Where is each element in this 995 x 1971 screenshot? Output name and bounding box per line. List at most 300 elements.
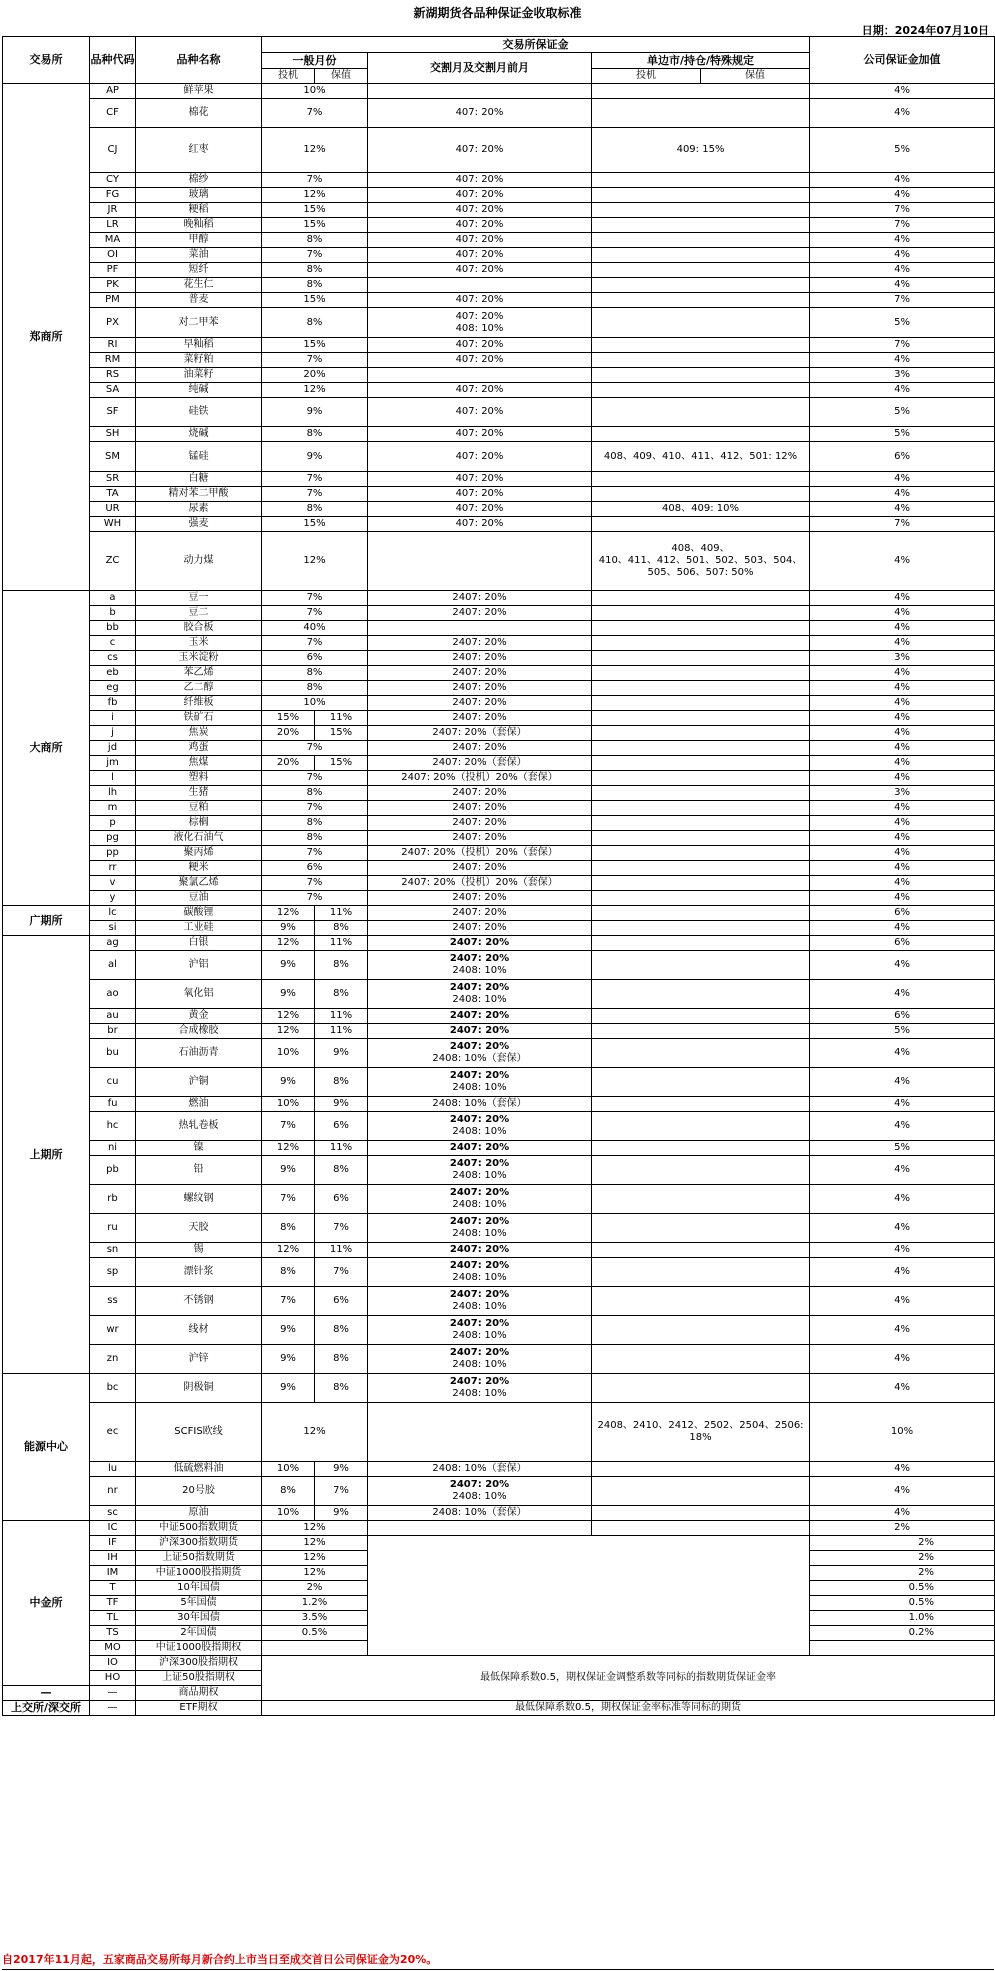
cell-name: 纯碱 [136,383,262,398]
cell-company: 4% [810,188,995,203]
cell-code: ss [90,1287,136,1316]
cell-delivery [368,951,592,980]
cell-name: 纤维板 [136,696,262,711]
cell-name: 乙二醇 [136,681,262,696]
cell-company: 4% [810,1345,995,1374]
cell-general: 12% [262,188,368,203]
delivery-line: 2407: 20%（套保） [432,727,527,738]
cell-code: lu [90,1462,136,1477]
cell-name: 热轧卷板 [136,1112,262,1141]
cell-company: 5% [810,128,995,173]
delivery-line: 407: 20% [455,264,504,275]
cell-unilateral [592,816,810,831]
delivery-line: 2407: 20% [452,652,507,663]
cell-general: 15% [262,338,368,353]
cell-spec: 9% [262,1316,315,1345]
delivery-line: 2407: 20% [452,742,507,753]
cell-name: 上证50指数期货 [136,1551,262,1566]
cell-general: 7% [262,876,368,891]
table-row [3,173,995,188]
cell-general: 12% [262,532,368,591]
exchange-zce: 郑商所 [3,84,90,591]
cell-unilateral [592,786,810,801]
cell-delivery [368,398,592,427]
delivery-line: 407: 20% [455,406,504,417]
cell-unilateral [592,1345,810,1374]
cell-hedge: 9% [315,1506,368,1521]
cell-code: au [90,1009,136,1024]
cell-general: 8% [262,681,368,696]
cell-delivery [368,427,592,442]
table-row [3,99,995,128]
cell-spec: 15% [262,711,315,726]
cell-company: 7% [810,338,995,353]
cell-code: RS [90,368,136,383]
cell-unilateral [592,1316,810,1345]
cell-general: 20% [262,368,368,383]
cell-name: 粳米 [136,861,262,876]
cell-hedge: 8% [315,1156,368,1185]
cell-unilateral [592,681,810,696]
cell-code: sp [90,1258,136,1287]
cell-code: zn [90,1345,136,1374]
table-row [3,1068,995,1097]
delivery-line: 2408: 10% [452,1228,507,1239]
cell-company: 2% [810,1536,995,1551]
cell-name: 菜油 [136,248,262,263]
cell-delivery [368,1506,592,1521]
header-name: 品种名称 [136,37,262,84]
cell-spec: 9% [262,1374,315,1403]
cell-hedge: 9% [315,1097,368,1112]
unilateral-line: 18% [689,1432,712,1443]
exchange-cffex: 中金所 [3,1521,90,1686]
table-row [3,248,995,263]
cell-code: OI [90,248,136,263]
cell-name: 石油沥青 [136,1039,262,1068]
cell-delivery [368,1156,592,1185]
cell-company: 0.5% [810,1596,995,1611]
table-row [3,1506,995,1521]
delivery-line: 407: 20% [455,294,504,305]
cell-delivery [368,1462,592,1477]
cell-delivery [368,1112,592,1141]
cell-delivery [368,263,592,278]
cell-name: 螺纹钢 [136,1185,262,1214]
cell-hedge: 8% [315,1068,368,1097]
cell-company: 4% [810,921,995,936]
cell-name: 油菜籽 [136,368,262,383]
document-title: 新湖期货各品种保证金收取标准 [413,6,582,20]
cell-code: bb [90,621,136,636]
cell-code: IO [90,1656,136,1671]
cell-name: 棕榈 [136,816,262,831]
cell-code: PF [90,263,136,278]
table-row [3,711,995,726]
cell-code: MA [90,233,136,248]
cell-hedge: 7% [315,1214,368,1243]
cell-hedge: 8% [315,980,368,1009]
table-row [3,861,995,876]
cell-name: 对二甲苯 [136,308,262,338]
cell-company: 4% [810,951,995,980]
table-row [3,472,995,487]
table-row [3,1156,995,1185]
cell-unilateral [592,1039,810,1068]
cell-unilateral [592,1477,810,1506]
cell-delivery [368,338,592,353]
table-row [3,696,995,711]
cell-name: 强麦 [136,517,262,532]
cell-company: 4% [810,1374,995,1403]
cell-code: SF [90,398,136,427]
cell-company: 4% [810,711,995,726]
delivery-line: 407: 20% [455,450,504,462]
delivery-line: 407: 20% [455,219,504,230]
cell-company: 4% [810,1214,995,1243]
cell-name: 沪深300股指期权 [136,1656,262,1671]
cell-general: 7% [262,353,368,368]
table-row [3,831,995,846]
cell-name: 中证500指数期货 [136,1521,262,1536]
table-row [3,278,995,293]
cell-code: LR [90,218,136,233]
table-row [3,951,995,980]
cell-company: 3% [810,368,995,383]
cell-delivery [368,368,592,383]
delivery-line: 2408: 10% [452,965,507,976]
cell-delivery [368,1258,592,1287]
cell-code: RM [90,353,136,368]
cell-code: eb [90,666,136,681]
table-row [3,1009,995,1024]
cell-company: 1.0% [810,1611,995,1626]
cell-delivery [368,636,592,651]
table-row [3,532,995,591]
cell-hedge: 11% [315,1141,368,1156]
delivery-line: 407: 20% [455,428,504,439]
cell-delivery [368,203,592,218]
table-row [3,1316,995,1345]
delivery-line: 2407: 20% [452,637,507,648]
cell-spec: 12% [262,1141,315,1156]
table-row [3,1403,995,1462]
cell-code: CF [90,99,136,128]
table-row [3,353,995,368]
table-row [3,906,995,921]
cell-name: 锡 [136,1243,262,1258]
cell-general: 8% [262,816,368,831]
cell-name: 镍 [136,1141,262,1156]
unilateral-line: 409: 15% [676,144,725,155]
cell-hedge: 7% [315,1258,368,1287]
table-row [3,1656,995,1671]
cell-code: ru [90,1214,136,1243]
cell-code: HO [90,1671,136,1686]
cell-code: wr [90,1316,136,1345]
cell-name: 阴极铜 [136,1374,262,1403]
exchange-ine: 能源中心 [3,1374,90,1521]
cell-general: 7% [262,891,368,906]
table-row [3,188,995,203]
cell-company: 4% [810,84,995,99]
unilateral-line: 2408、2410、2412、2502、2504、2506: [597,1420,804,1431]
cell-unilateral [592,951,810,980]
table-row [3,1701,995,1716]
table-row [3,801,995,816]
cell-company: 4% [810,861,995,876]
cell-code: CJ [90,128,136,173]
cell-hedge: 9% [315,1462,368,1477]
cell-delivery [368,936,592,951]
cell-unilateral [592,1009,810,1024]
cell-unilateral [592,1287,810,1316]
header-delivery: 交割月及交割月前月 [368,53,592,84]
header-hedge: 保值 [315,69,368,84]
table-row [3,1345,995,1374]
cell-company: 6% [810,906,995,921]
cell-name: 沪锌 [136,1345,262,1374]
cell-name: 天胶 [136,1214,262,1243]
cell-company: 4% [810,741,995,756]
cell-code: l [90,771,136,786]
cell-unilateral [592,756,810,771]
cell-name: 菜籽粕 [136,353,262,368]
cell-code: fu [90,1097,136,1112]
delivery-line: 2407: 20% [449,1216,510,1227]
table-row [3,756,995,771]
cell-spec: 7% [262,1112,315,1141]
delivery-line: 407: 20% [455,249,504,260]
cell-hedge: 11% [315,1024,368,1039]
cell-delivery [368,1214,592,1243]
delivery-line: 2407: 20%（套保） [432,757,527,768]
table-row [3,487,995,502]
cell-name: 早籼稻 [136,338,262,353]
delivery-line: 2408: 10% [452,1126,507,1137]
cell-code: pp [90,846,136,861]
table-row [3,591,995,606]
cell-general: 7% [262,636,368,651]
cell-spec: 9% [262,921,315,936]
delivery-line: 2408: 10% [452,1170,507,1181]
cell-company: 4% [810,1185,995,1214]
cell-general: 7% [262,741,368,756]
cell-unilateral [592,203,810,218]
cell-name: 液化石油气 [136,831,262,846]
table-row [3,1536,995,1551]
table-body [3,84,995,1716]
cell-company [810,1641,995,1656]
cell-company: 4% [810,263,995,278]
cell-delivery [368,383,592,398]
delivery-line: 2408: 10% [452,1330,507,1341]
table-row [3,621,995,636]
cell-code: rb [90,1185,136,1214]
delivery-line: 2407: 20% [452,592,507,603]
cell-name: 甲醇 [136,233,262,248]
cell-name: 硅铁 [136,398,262,427]
cell-name: 鲜苹果 [136,84,262,99]
delivery-line: 2407: 20% [452,862,507,873]
cell-delivery [368,173,592,188]
cell-company: 0.2% [810,1626,995,1641]
cell-code: IC [90,1521,136,1536]
table-row [3,203,995,218]
unilateral-line: 408、409、 [671,543,730,554]
cell-spec: 8% [262,1214,315,1243]
table-row [3,1039,995,1068]
cell-unilateral [592,666,810,681]
cell-delivery [368,233,592,248]
cell-name: 烧碱 [136,427,262,442]
table-row [3,1287,995,1316]
cell-unilateral [592,801,810,816]
cell-delivery [368,846,592,861]
cell-code: b [90,606,136,621]
cell-spec: 12% [262,1243,315,1258]
cell-name: 玉米淀粉 [136,651,262,666]
cell-company: 4% [810,636,995,651]
table-row [3,771,995,786]
cell-code: v [90,876,136,891]
cell-delivery [368,532,592,591]
cell-company: 4% [810,383,995,398]
delivery-line: 2407: 20% [449,1289,510,1300]
cell-name: 精对苯二甲酸 [136,487,262,502]
cell-delivery [368,1316,592,1345]
table-row [3,84,995,99]
table-header [3,37,995,84]
cell-name: 棉花 [136,99,262,128]
cell-general: 9% [262,442,368,472]
cell-company: 4% [810,980,995,1009]
delivery-line: 2408: 10% [452,1272,507,1283]
table-row [3,1374,995,1403]
cell-code: bu [90,1039,136,1068]
table-row [3,741,995,756]
delivery-line: 407: 20% [455,339,504,350]
cell-general: 12% [262,1551,368,1566]
cell-name: 白银 [136,936,262,951]
cell-name: 氧化铝 [136,980,262,1009]
cell-spec: 10% [262,1039,315,1068]
table-row [3,1214,995,1243]
cell-code: SM [90,442,136,472]
cell-name: 花生仁 [136,278,262,293]
cell-delivery [368,726,592,741]
cell-unilateral [592,472,810,487]
delivery-line: 2407: 20% [449,1041,510,1052]
cell-general: 12% [262,1566,368,1581]
cell-code: — [90,1701,136,1716]
cell-company: 4% [810,99,995,128]
delivery-line: 2407: 20% [449,1376,510,1387]
cell-name: 线材 [136,1316,262,1345]
exchange-dce: 大商所 [3,591,90,906]
cell-company: 4% [810,1258,995,1287]
header-margin: 交易所保证金 [262,37,810,53]
cell-company: 4% [810,1506,995,1521]
cell-general: 12% [262,1521,368,1536]
cell-company: 4% [810,696,995,711]
cell-unilateral [592,906,810,921]
cell-unilateral [592,1258,810,1287]
cell-general: 8% [262,831,368,846]
cell-unilateral [592,398,810,427]
exchange-shfe: 上期所 [3,936,90,1374]
cell-delivery [368,1039,592,1068]
cell-general: 8% [262,278,368,293]
cell-code: PM [90,293,136,308]
cell-unilateral [592,233,810,248]
cell-name: 豆粕 [136,801,262,816]
cell-company: 2% [810,1551,995,1566]
cell-spec: 10% [262,1462,315,1477]
cell-name: 沪铜 [136,1068,262,1097]
delivery-line: 2407: 20% [452,892,507,903]
cell-general [262,1641,368,1656]
delivery-line: 2407: 20% [449,1318,510,1329]
table-row [3,263,995,278]
cell-code: jd [90,741,136,756]
cell-unilateral [592,128,810,173]
cell-name: 合成橡胶 [136,1024,262,1039]
cell-name: 生猪 [136,786,262,801]
cell-unilateral [592,591,810,606]
cell-company: 4% [810,233,995,248]
delivery-line: 2408: 10% [452,994,507,1005]
cell-hedge: 11% [315,1009,368,1024]
cell-name: 30年国债 [136,1611,262,1626]
cell-code: bc [90,1374,136,1403]
cell-general: 40% [262,621,368,636]
cell-name: 20号胶 [136,1477,262,1506]
cell-code: c [90,636,136,651]
unilateral-line: 408、409、410、411、412、501: 12% [603,450,798,462]
cell-unilateral [592,308,810,338]
cell-delivery [368,606,592,621]
table-row [3,1024,995,1039]
table-row [3,1462,995,1477]
cell-name: 沪铝 [136,951,262,980]
cell-code: rr [90,861,136,876]
cell-name: ETF期权 [136,1701,262,1716]
delivery-line: 2407: 20% [452,787,507,798]
table-row [3,218,995,233]
cell-company: 2% [810,1521,995,1536]
cell-unilateral [592,1024,810,1039]
cell-code: JR [90,203,136,218]
cell-delivery [368,906,592,921]
cell-name: 不锈钢 [136,1287,262,1316]
cell-company: 5% [810,1141,995,1156]
delivery-line: 2407: 20% [449,1114,510,1125]
cell-code: y [90,891,136,906]
delivery-line: 407: 20% [455,174,504,185]
cell-delivery [368,218,592,233]
cell-company: 4% [810,681,995,696]
cell-company: 4% [810,248,995,263]
delivery-line: 407: 20% [455,384,504,395]
delivery-line: 2407: 20% [452,922,507,933]
delivery-line: 2407: 20% [449,1347,510,1358]
cell-code: TA [90,487,136,502]
cell-delivery [368,128,592,173]
cell-company: 4% [810,173,995,188]
cell-name: 工业硅 [136,921,262,936]
cell-unilateral [592,936,810,951]
